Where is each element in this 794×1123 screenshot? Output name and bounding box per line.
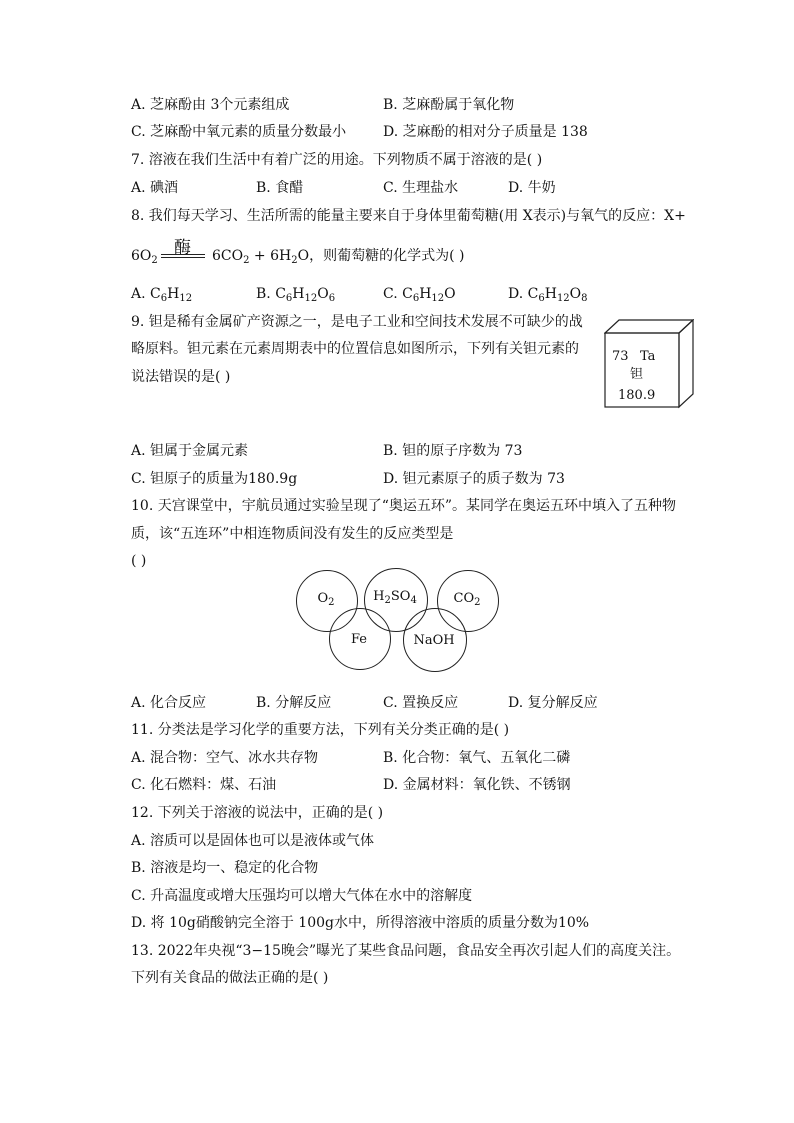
q8-reaction-line-top — [161, 254, 205, 255]
q11-stem: 11. 分类法是学习化学的重要方法，下列有关分类正确的是( ) — [131, 722, 510, 738]
element-atomic-mass: 180.9 — [618, 388, 656, 403]
q12-stem: 12. 下列关于溶液的说法中，正确的是( ) — [131, 805, 384, 821]
q8-stem: 8. 我们每天学习、生活所需的能量主要来自于身体里葡萄糖(用 X表示)与氧气的反应：X+ — [131, 208, 686, 224]
q12-option-d: D. 将 10g硝酸钠完全溶于 100g水中，所得溶液中溶质的质量分数为10% — [131, 915, 590, 931]
element-atomic-number: 73 — [612, 349, 629, 364]
q12-option-c: C. 升高温度或增大压强均可以增大气体在水中的溶解度 — [131, 888, 473, 904]
q11-option-a: A. 混合物：空气、冰水共存物 — [131, 750, 319, 766]
q10-stem-line3: ( ) — [131, 553, 147, 569]
q12-option-a: A. 溶质可以是固体也可以是液体或气体 — [131, 833, 375, 849]
q7-option-c: C. 生理盐水 — [383, 180, 459, 196]
q9-stem-line3: 说法错误的是( ) — [131, 369, 231, 385]
q7-option-b: B. 食醋 — [256, 180, 304, 196]
q11-option-c: C. 化石燃料：煤、石油 — [131, 777, 277, 793]
q9-stem-line2: 略原料。钽元素在元素周期表中的位置信息如图所示，下列有关钽元素的 — [131, 341, 579, 357]
ring-o2-label: $O_2$ — [317, 591, 335, 608]
q11-option-b: B. 化合物：氧气、五氧化二磷 — [383, 750, 571, 766]
ring-naoh-label: NaOH — [413, 633, 455, 648]
ring-h2so4-label: $H_2SO_4$ — [373, 589, 417, 606]
q9-option-d: D. 钽元素原子的质子数为 73 — [383, 471, 565, 487]
q8-option-c: C. $C_6H_{12}O$ — [383, 286, 456, 304]
q8-catalyst-label: 酶 — [174, 238, 191, 258]
q8-reaction-line-bottom — [161, 257, 205, 258]
q13-stem-line2: 下列有关食品的做法正确的是( ) — [131, 970, 329, 986]
ring-co2-label: $CO_2$ — [453, 591, 481, 608]
q9-option-a: A. 钽属于金属元素 — [131, 443, 249, 459]
q8-option-a: A. $C_6H_{12}$ — [131, 286, 193, 304]
q8-option-b: B. $C_6H_{12}O_6$ — [256, 286, 336, 304]
element-name: 钽 — [630, 367, 644, 382]
q7-stem: 7. 溶液在我们生活中有着广泛的用途。下列物质不属于溶液的是( ) — [131, 152, 543, 168]
ring-fe-label: Fe — [350, 632, 367, 647]
q10-option-d: D. 复分解反应 — [508, 695, 598, 711]
tantalum-element-cell — [604, 319, 694, 409]
q9-option-c: C. 钽原子的质量为180.9g — [131, 471, 298, 487]
q8-equation-left: $6O_2$ — [131, 248, 158, 266]
q7-option-a: A. 碘酒 — [131, 180, 179, 196]
q8-equation-right: $6CO_2 + 6H_2O$，则葡萄糖的化学式为( ) — [212, 248, 465, 266]
q10-option-b: B. 分解反应 — [256, 695, 332, 711]
q6-option-d: D. 芝麻酚的相对分子质量是 138 — [383, 124, 588, 140]
q7-option-d: D. 牛奶 — [508, 180, 556, 196]
q10-stem-line2: 质，该“五连环”中相连物质间没有发生的反应类型是 — [131, 526, 454, 542]
q6-option-c: C. 芝麻酚中氧元素的质量分数最小 — [131, 124, 347, 140]
element-symbol: Ta — [640, 349, 656, 364]
q13-stem-line1: 13. 2022年央视“3−15晚会”曝光了某些食品问题，食品安全再次引起人们的高度关注。 — [131, 943, 681, 959]
q11-option-d: D. 金属材料：氧化铁、不锈钢 — [383, 777, 571, 793]
q8-option-d: D. $C_6H_{12}O_8$ — [508, 286, 588, 304]
q6-option-a: A. 芝麻酚由 3个元素组成 — [131, 97, 290, 113]
q10-option-c: C. 置换反应 — [383, 695, 459, 711]
q6-option-b: B. 芝麻酚属于氧化物 — [383, 97, 515, 113]
q9-option-b: B. 钽的原子序数为 73 — [383, 443, 523, 459]
q10-stem-line1: 10. 天宫课堂中，宇航员通过实验呈现了“奥运五环”。某同学在奥运五环中填入了五种物 — [131, 498, 677, 514]
q9-stem-line1: 9. 钽是稀有金属矿产资源之一，是电子工业和空间技术发展不可缺少的战 — [131, 314, 583, 330]
q10-option-a: A. 化合反应 — [131, 695, 207, 711]
q12-option-b: B. 溶液是均一、稳定的化合物 — [131, 860, 319, 876]
